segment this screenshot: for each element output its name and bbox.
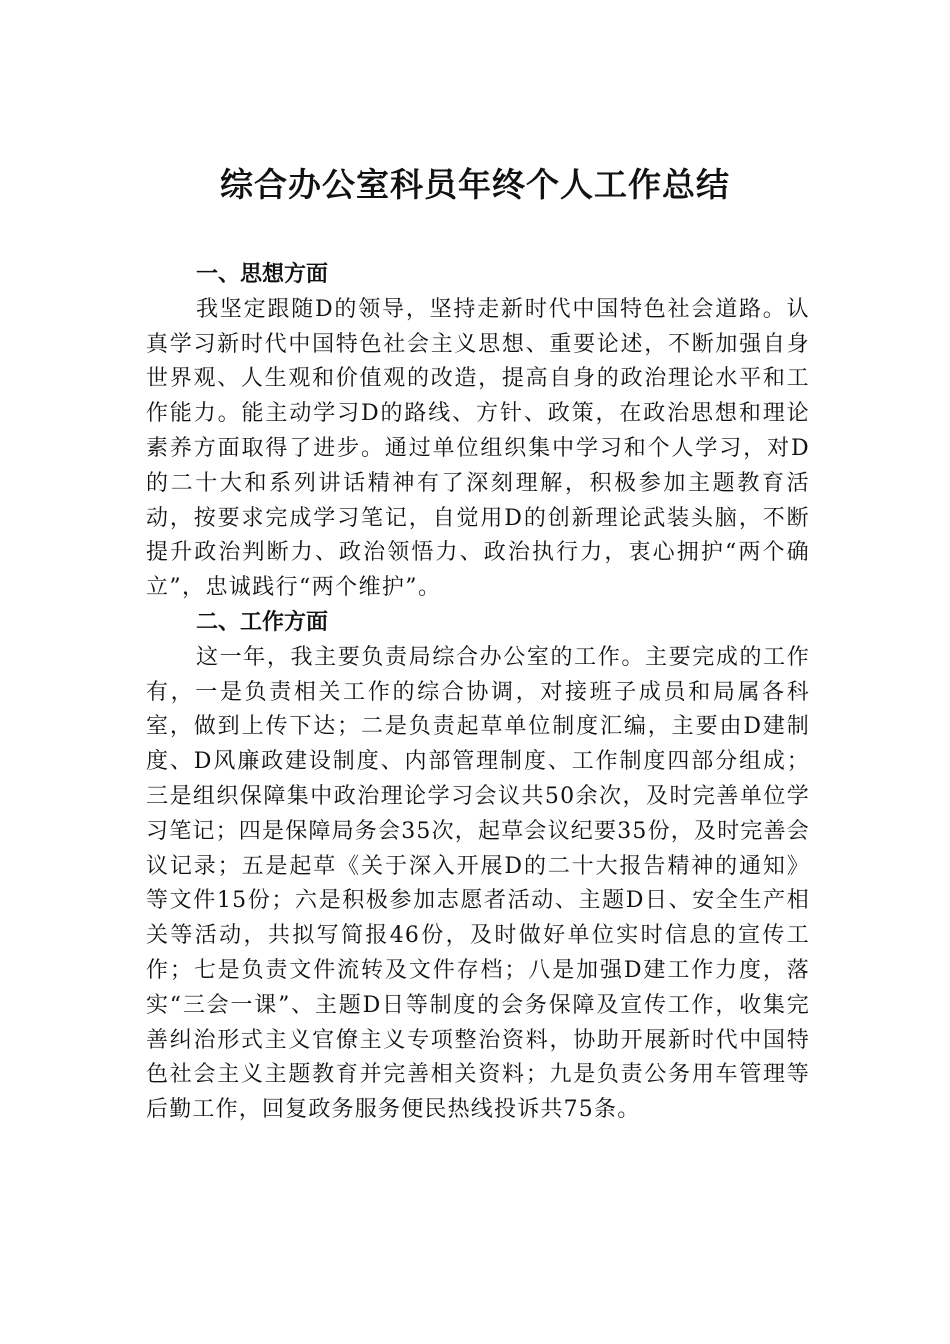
document-body (146, 258, 810, 1128)
section-heading: 二、工作方面 (196, 609, 329, 635)
section-paragraph: 我坚定跟随D的领导，坚持走新时代中国特色社会道路。认真学习新时代中国特色社会主义思想、重要论述，不断加强自身世界观、人生观和价值观的改造，提高自身的政治理论水平和工作能力。能主动学习D的路线、方针、政策，在政治思想和理论素养方面取得了进步。通过单位组织集中学习和个人学习，对D的二十大和系列讲话精神有了深刻理解，积极参加主题教育活动，按要求完成学习笔记，自觉用D的创新理论武装头脑，不断提升政治判断力、政治领悟力、政治执行力，衷心拥护“两个确立”，忠诚践行“两个维护”。 (146, 296, 810, 601)
section-thought (146, 258, 810, 606)
section-work (146, 606, 810, 1128)
section-heading: 一、思想方面 (196, 262, 329, 287)
section-paragraph: 这一年，我主要负责局综合办公室的工作。主要完成的工作有，一是负责相关工作的综合协调，对接班子成员和局属各科室，做到上传下达；二是负责起草单位制度汇编，主要由D建制度、D风廉政建设制度、内部管理制度、工作制度四部分组成；三是组织保障集中政治理论学习会议共50余次，及时完善单位学习笔记；四是保障局务会35次，起草会议纪要35份，及时完善会议记录；五是起草《关于深入开展D的二十大报告精神的通知》等文件15份；六是积极参加志愿者活动、主题D日、安全生产相关等活动，共拟写简报46份，及时做好单位实时信息的宣传工作；七是负责文件流转及文件存档；八是加强D建工作力度，落实“三会一课”、主题D日等制度的会务保障及宣传工作，收集完善纠治形式主义官僚主义专项整治资料，协助开展新时代中国特色社会主义主题教育并完善相关资料；九是负责公务用车管理等后勤工作，回复政务服务便民热线投诉共75条。 (146, 644, 810, 1123)
document-title: 综合办公室科员年终个人工作总结 (220, 165, 730, 204)
